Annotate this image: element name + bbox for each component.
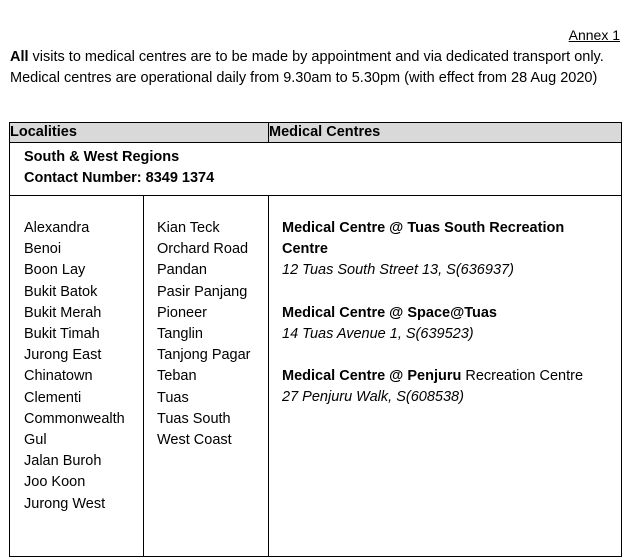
locality-item: Kian Teck	[157, 220, 220, 236]
table-header-row	[10, 123, 622, 143]
locality-item: Benoi	[24, 241, 62, 258]
contact-number: Contact Number: 8349 1374	[24, 170, 215, 186]
locality-item: Bukit Timah	[24, 326, 100, 343]
locality-item: Pandan	[157, 262, 207, 279]
centre-name: Medical Centre @ Penjuru Recreation Centre	[282, 368, 584, 385]
locality-item: Clementi	[24, 389, 82, 406]
header-medical-centres: Medical Centres	[269, 123, 622, 143]
locality-item: Chinatown	[24, 368, 93, 385]
centre-entry	[282, 366, 611, 408]
locality-item: Tuas	[157, 389, 189, 406]
locality-item: Tanglin	[157, 326, 203, 343]
centre-entry	[282, 303, 611, 345]
region-row	[10, 143, 622, 196]
locality-item: Joo Koon	[24, 474, 86, 491]
locality-item: Pioneer	[157, 304, 207, 321]
locality-item: West Coast	[157, 432, 232, 449]
localities-column-1	[10, 196, 144, 557]
intro-bold-lead: All	[10, 49, 29, 65]
intro-text: visits to medical centres are to be made by appointment and via dedicated transport only. Medical centres are operational daily from 9.30am to 5.30pm (with effect from 28 Aug 2020)	[10, 49, 604, 86]
intro-paragraph	[10, 47, 620, 89]
locality-item: Bukit Merah	[24, 304, 102, 321]
medical-centres-table	[9, 122, 622, 557]
region-name: South & West Regions	[24, 149, 180, 165]
localities-column-2	[144, 196, 269, 557]
locality-item: Jurong East	[24, 347, 102, 364]
locality-item: Jalan Buroh	[24, 453, 102, 470]
locality-item: Boon Lay	[24, 262, 86, 279]
centre-entry	[282, 218, 611, 282]
header-localities: Localities	[10, 123, 269, 143]
locality-item: Gul	[24, 432, 47, 449]
locality-item: Tuas South	[157, 410, 231, 427]
region-cell	[10, 143, 622, 196]
centre-address: 12 Tuas South Street 13, S(636937)	[282, 262, 514, 279]
locality-item: Bukit Batok	[24, 283, 98, 300]
locality-item: Jurong West	[24, 495, 106, 512]
centre-address: 14 Tuas Avenue 1, S(639523)	[282, 325, 474, 342]
locality-item: Tanjong Pagar	[157, 347, 251, 364]
content-row	[10, 196, 622, 557]
locality-item: Orchard Road	[157, 241, 249, 258]
centre-name: Medical Centre @ Space@Tuas	[282, 304, 497, 321]
centres-column	[269, 196, 622, 557]
locality-item: Alexandra	[24, 220, 90, 236]
locality-item: Pasir Panjang	[157, 283, 248, 300]
annex-label: Annex 1	[568, 27, 620, 43]
centre-address: 27 Penjuru Walk, S(608538)	[282, 389, 464, 406]
centre-name: Medical Centre @ Tuas South Recreation Centre	[282, 220, 565, 258]
locality-item: Commonwealth	[24, 410, 125, 427]
locality-item: Teban	[157, 368, 197, 385]
